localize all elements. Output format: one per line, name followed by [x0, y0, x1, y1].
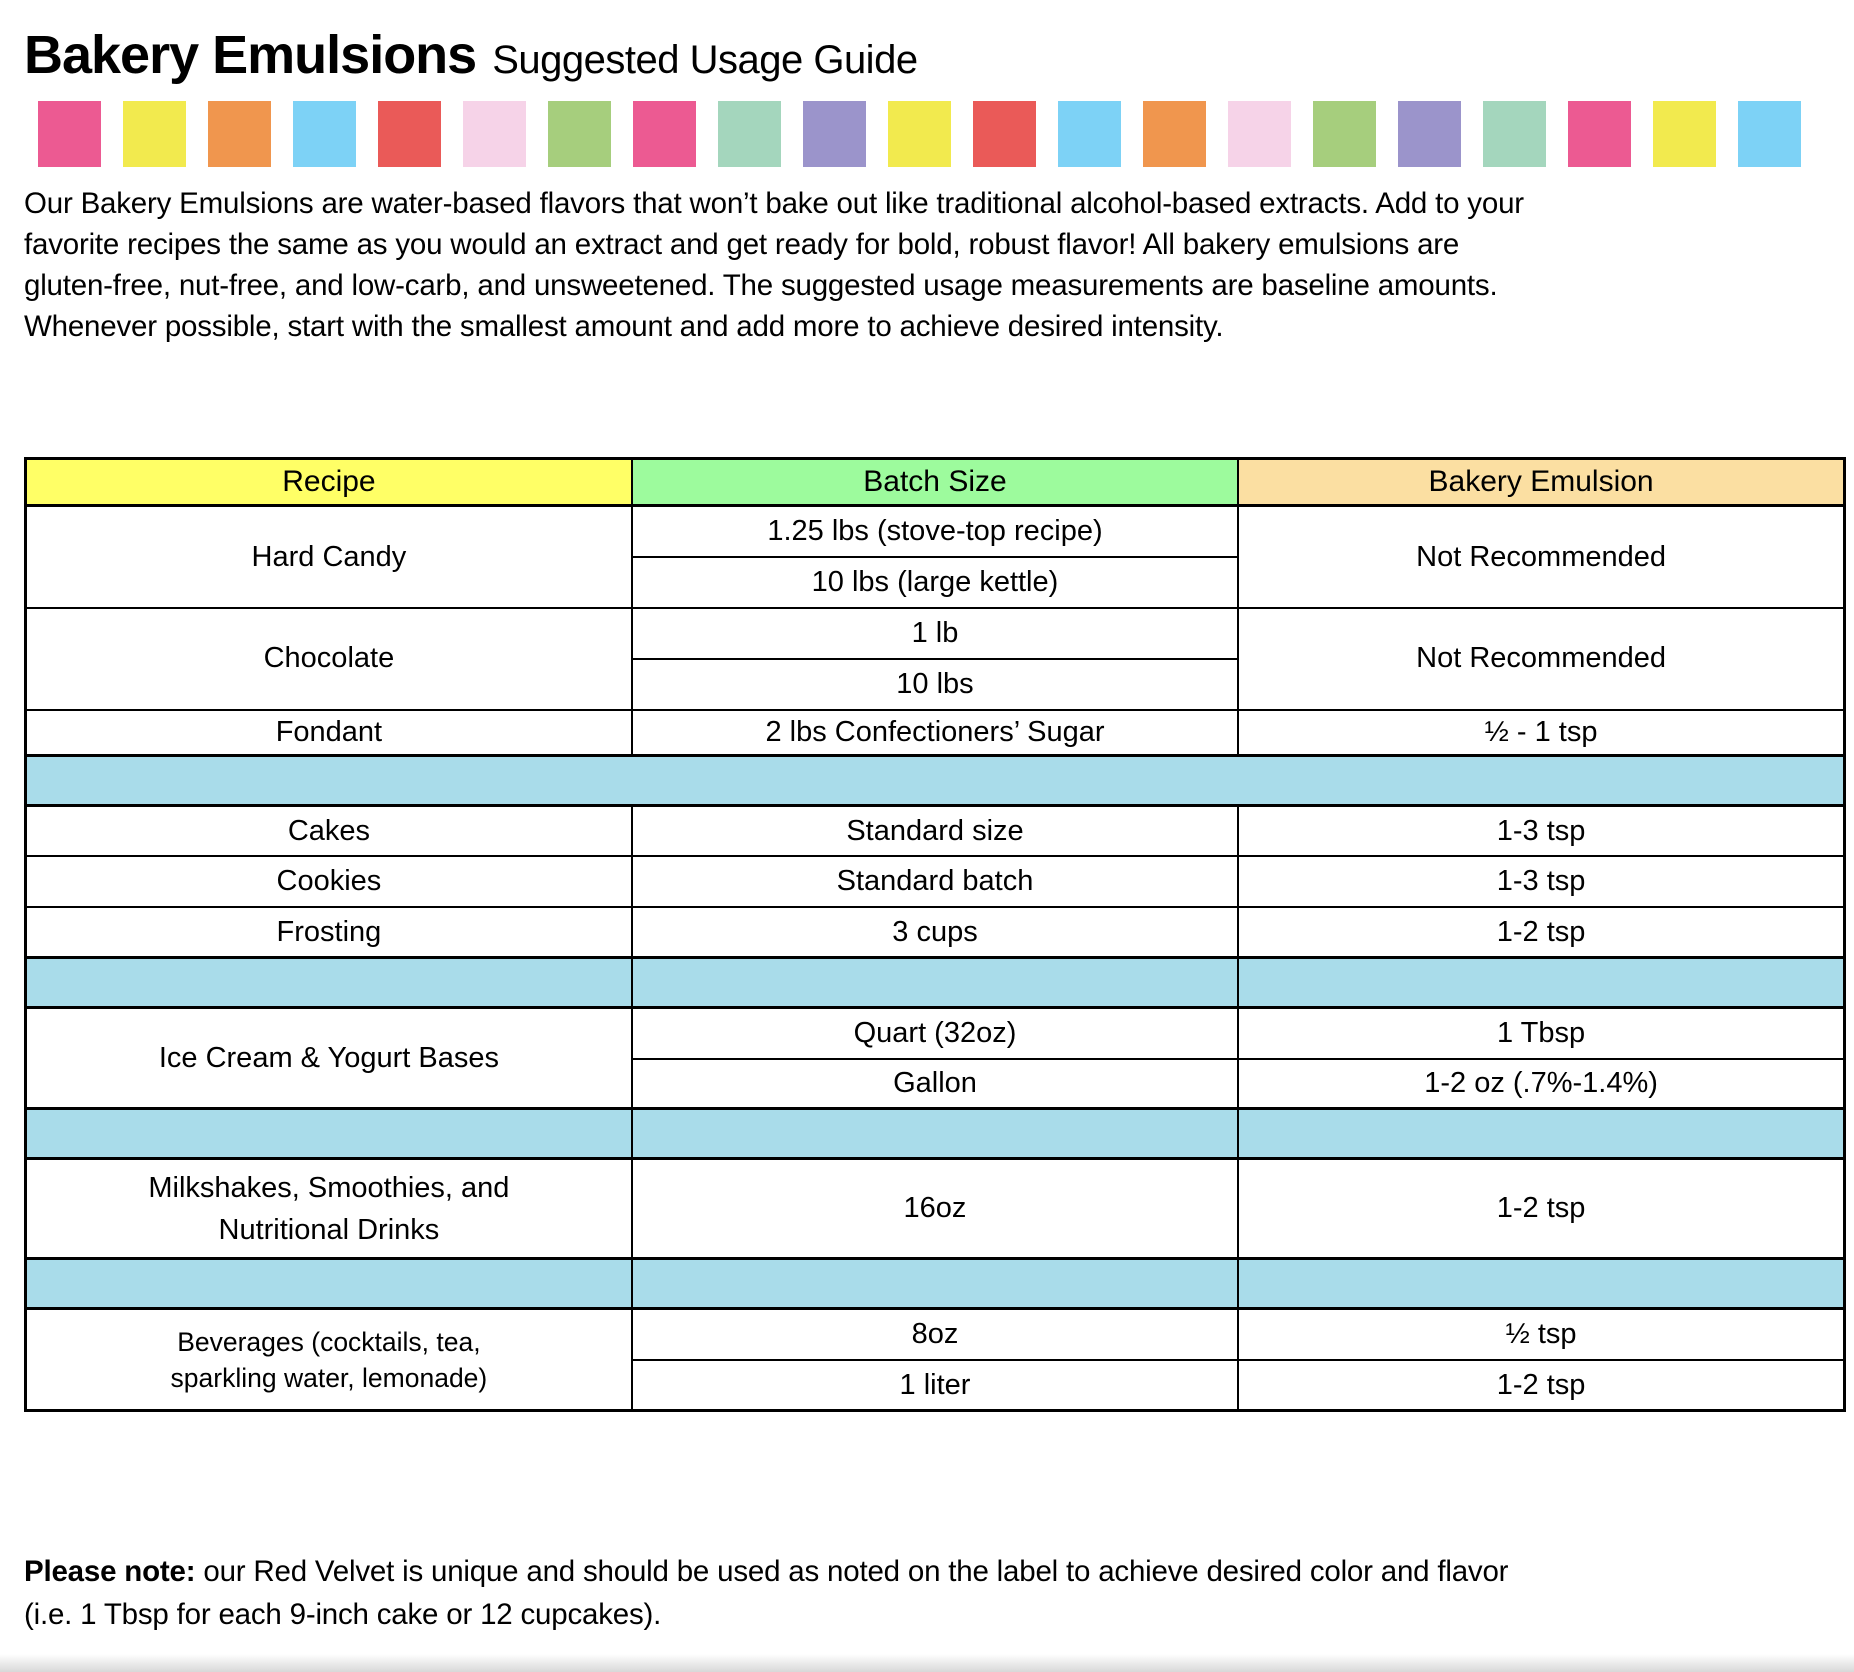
- color-square: [1143, 101, 1206, 167]
- cell-beverages-batch-1: 8oz: [632, 1309, 1238, 1360]
- footer-note: [24, 1550, 1539, 1636]
- separator-cell: [1238, 1109, 1844, 1159]
- title-subtitle: Suggested Usage Guide: [492, 38, 918, 82]
- cell-hard-candy-recipe: Hard Candy: [26, 506, 632, 608]
- cell-beverages-emulsion-1: ½ tsp: [1238, 1309, 1844, 1360]
- table-row-beverages-1: [26, 1309, 1845, 1360]
- table-row-fondant: [26, 710, 1845, 756]
- separator-row-4: [26, 1259, 1845, 1309]
- cell-hard-candy-batch-1: 1.25 lbs (stove-top recipe): [632, 506, 1238, 557]
- table-row-cookies: [26, 856, 1845, 907]
- color-strip: [38, 101, 1830, 167]
- color-square: [1483, 101, 1546, 167]
- separator-cell: [26, 1259, 632, 1309]
- cell-ice-cream-emulsion-1: 1 Tbsp: [1238, 1008, 1844, 1059]
- cell-frosting-recipe: Frosting: [26, 907, 632, 958]
- header-cell-batch-size: Batch Size: [632, 459, 1238, 506]
- cell-hard-candy-emulsion: Not Recommended: [1238, 506, 1844, 608]
- cell-beverages-recipe: [26, 1309, 632, 1411]
- cell-beverages-batch-2: 1 liter: [632, 1360, 1238, 1411]
- cell-fondant-batch: 2 lbs Confectioners’ Sugar: [632, 710, 1238, 756]
- header-cell-recipe: Recipe: [26, 459, 632, 506]
- color-square: [718, 101, 781, 167]
- color-square: [803, 101, 866, 167]
- header-cell-bakery-emulsion: Bakery Emulsion: [1238, 459, 1844, 506]
- cell-cakes-emulsion: 1-3 tsp: [1238, 806, 1844, 856]
- cell-frosting-batch: 3 cups: [632, 907, 1238, 958]
- table-row-milkshakes: [26, 1159, 1845, 1259]
- cell-chocolate-batch-2: 10 lbs: [632, 659, 1238, 710]
- cell-milkshakes-batch: 16oz: [632, 1159, 1238, 1259]
- usage-table: [24, 457, 1846, 1412]
- cell-chocolate-recipe: Chocolate: [26, 608, 632, 710]
- separator-cell: [26, 756, 1845, 806]
- footer-note-text: our Red Velvet is unique and should be used as noted on the label to achieve desired color and flavor (i.e. 1 Tbsp for each 9-inch cake or 12 cupcakes).: [24, 1555, 1509, 1632]
- separator-row-3: [26, 1109, 1845, 1159]
- table-row-cakes: [26, 806, 1845, 856]
- page-bottom-fade: [0, 1654, 1854, 1672]
- cell-milkshakes-recipe: [26, 1159, 632, 1259]
- milkshakes-recipe-text: Milkshakes, Smoothies, and Nutritional Drinks: [148, 1171, 510, 1246]
- cell-ice-cream-batch-2: Gallon: [632, 1059, 1238, 1109]
- separator-cell: [632, 1259, 1238, 1309]
- table-row-chocolate-1: [26, 608, 1845, 659]
- document-page: [0, 26, 1854, 1636]
- cell-cookies-recipe: Cookies: [26, 856, 632, 907]
- color-square: [123, 101, 186, 167]
- cell-milkshakes-emulsion: 1-2 tsp: [1238, 1159, 1844, 1259]
- color-square: [888, 101, 951, 167]
- color-square: [378, 101, 441, 167]
- cell-cookies-emulsion: 1-3 tsp: [1238, 856, 1844, 907]
- table-row-frosting: [26, 907, 1845, 958]
- separator-cell: [1238, 958, 1844, 1008]
- beverages-recipe-text: Beverages (cocktails, tea, sparkling water, lemonade): [170, 1326, 488, 1393]
- color-square: [1228, 101, 1291, 167]
- table-row-ice-cream-1: [26, 1008, 1845, 1059]
- cell-chocolate-batch-1: 1 lb: [632, 608, 1238, 659]
- cell-cakes-batch: Standard size: [632, 806, 1238, 856]
- cell-ice-cream-batch-1: Quart (32oz): [632, 1008, 1238, 1059]
- color-square: [1738, 101, 1801, 167]
- cell-hard-candy-batch-2: 10 lbs (large kettle): [632, 557, 1238, 608]
- cell-ice-cream-recipe: Ice Cream & Yogurt Bases: [26, 1008, 632, 1109]
- separator-cell: [26, 958, 632, 1008]
- color-square: [463, 101, 526, 167]
- color-square: [208, 101, 271, 167]
- color-square: [38, 101, 101, 167]
- table-row-hard-candy-1: [26, 506, 1845, 557]
- cell-frosting-emulsion: 1-2 tsp: [1238, 907, 1844, 958]
- intro-paragraph: Our Bakery Emulsions are water-based flavors that won’t bake out like traditional alcohol-based extracts. Add to your favorite recipes the same as you would an extract and get ready for bold, robust flavor! All bakery emulsions are gluten-free, nut-free, and low-carb, and unsweetened. The suggested usage measurements are baseline amounts. Whenever possible, start with the smallest amount and add more to achieve desired intensity.: [24, 187, 1524, 344]
- table-header-row: [26, 459, 1845, 506]
- separator-row-2: [26, 958, 1845, 1008]
- cell-fondant-recipe: Fondant: [26, 710, 632, 756]
- cell-beverages-emulsion-2: 1-2 tsp: [1238, 1360, 1844, 1411]
- color-square: [1568, 101, 1631, 167]
- separator-row-1: [26, 756, 1845, 806]
- page-title: [24, 26, 1830, 85]
- footer-note-label: Please note:: [24, 1555, 196, 1589]
- separator-cell: [632, 1109, 1238, 1159]
- cell-cakes-recipe: Cakes: [26, 806, 632, 856]
- separator-cell: [632, 958, 1238, 1008]
- cell-ice-cream-emulsion-2: 1-2 oz (.7%-1.4%): [1238, 1059, 1844, 1109]
- color-square: [633, 101, 696, 167]
- color-square: [1653, 101, 1716, 167]
- color-square: [548, 101, 611, 167]
- color-square: [293, 101, 356, 167]
- cell-chocolate-emulsion: Not Recommended: [1238, 608, 1844, 710]
- separator-cell: [1238, 1259, 1844, 1309]
- color-square: [1058, 101, 1121, 167]
- separator-cell: [26, 1109, 632, 1159]
- color-square: [1398, 101, 1461, 167]
- cell-fondant-emulsion: ½ - 1 tsp: [1238, 710, 1844, 756]
- color-square: [1313, 101, 1376, 167]
- title-main: Bakery Emulsions: [24, 25, 477, 85]
- cell-cookies-batch: Standard batch: [632, 856, 1238, 907]
- color-square: [973, 101, 1036, 167]
